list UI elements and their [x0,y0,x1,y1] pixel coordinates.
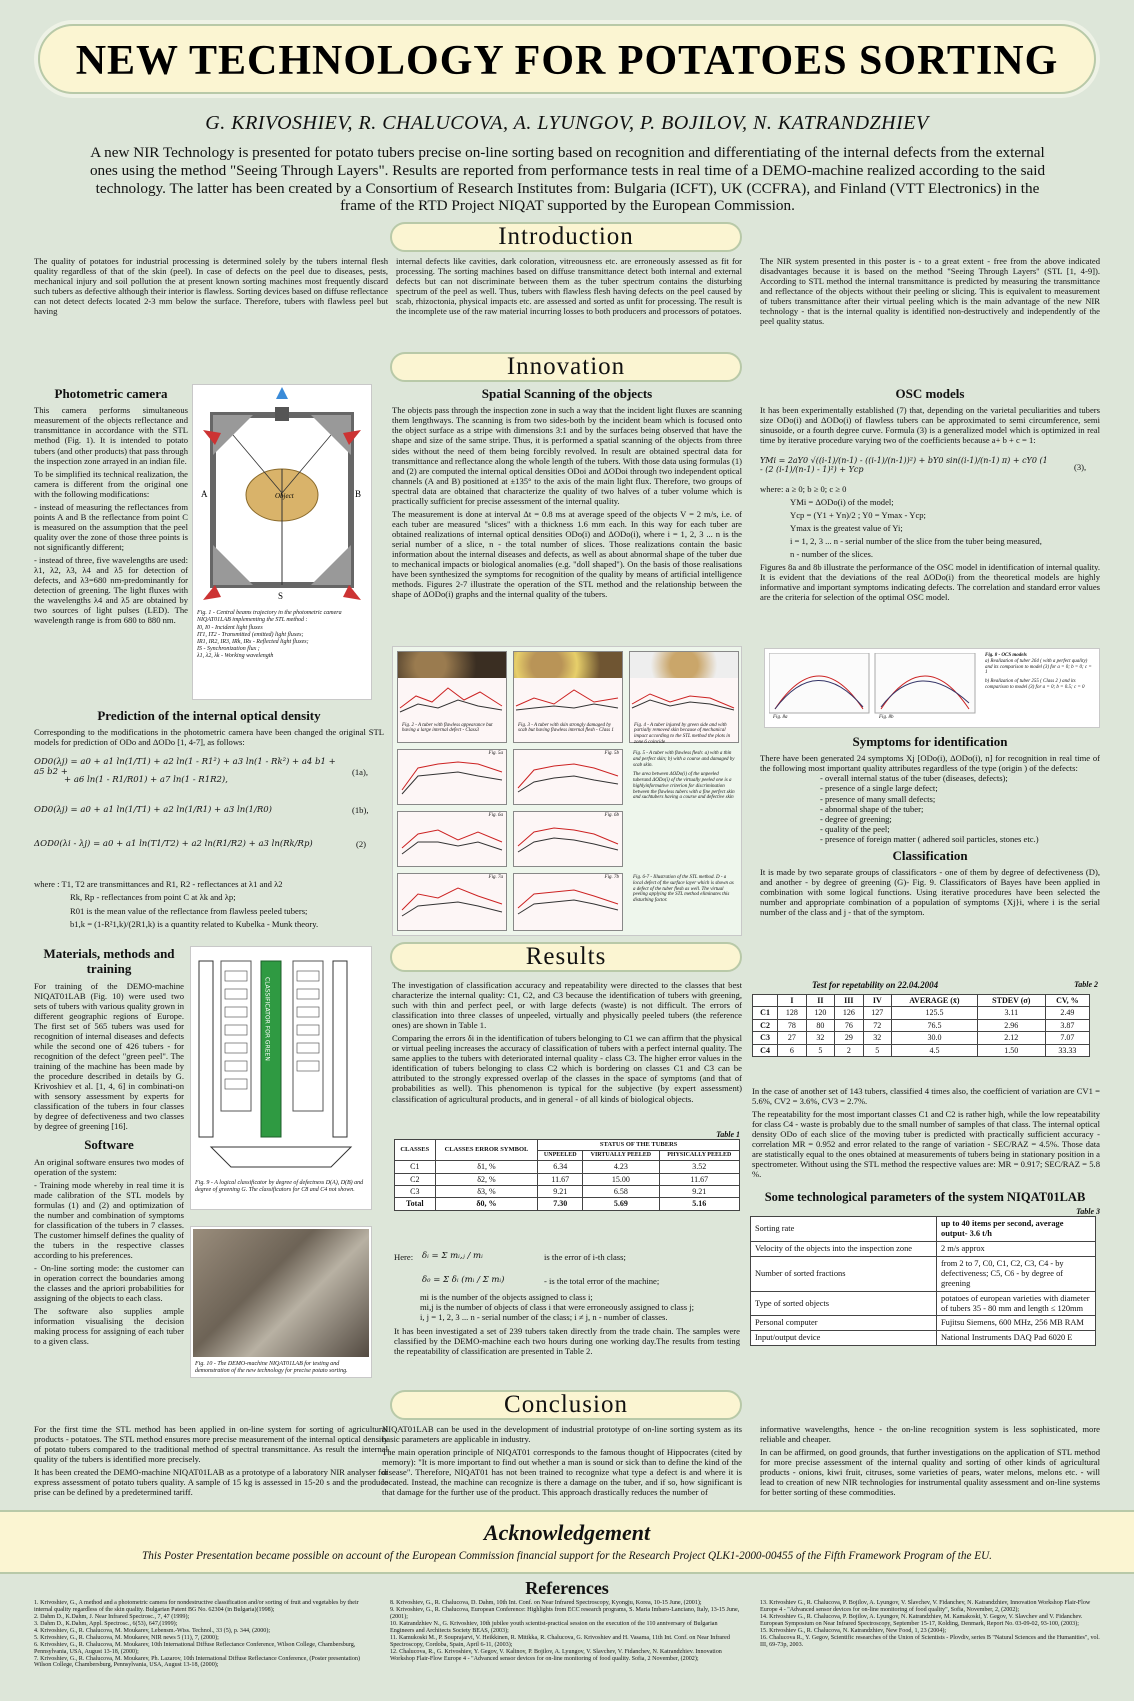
table-cell: 80 [806,1019,834,1031]
table1-h-physical: PHYSICALLY PEELED [659,1151,739,1161]
table2-block [752,980,1100,1057]
prediction-heading: Prediction of the internal optical density [97,708,321,723]
table-cell: from 2 to 7, C0, C1, C2, C3, C4 - by defectiveness; C5, C6 - by degree of greening [937,1256,1096,1291]
table-cell: 5 [806,1044,834,1056]
references-col2 [390,1600,740,1662]
camera-diagram [193,385,371,605]
fig2-chart [397,651,507,743]
table-row [751,1316,1096,1331]
osc-where5: i = 1, 2, 3 ... n - serial number of the slice from the tuber being measured, [790,535,1042,546]
reference-item: 7. Krivoshiev, G., R. Chalucova, M. Moukarev, Ph. Lazarov, 10th International Diffuse Reflectance Conference, (Poster presentation) Wilson College, Chambersburg, Pennsylvania, USA, August 13-18, (2000); [34,1655,360,1669]
table1-block [394,1130,740,1211]
classification-text: It is made by two separate groups of classificators - one of them by degree of defectiveness (D), and another - by degree of greening (G)- Fig. 9. Classificators of Bayes have been applied in combination with some logical functions. Using iterative procedures have been selected the number and appropriate combination of a population of symptoms {Xj}i, where i is the serial number of the class and j - that of the symptom. [760,867,1100,918]
conclusion-c3b: In can be affirmed, on good grounds, that further investigations on the application of STL method for more precise assessment of the internal quality and sorting of other kinds of agricultural products - onions, kiwi fruit, citruses, some varieties of pears, water melons, melons etc. - will lead to creation of new NIR technologies for instrumental quality assessment and on-line systems for better sorting of these commodities. [760,1447,1100,1498]
table-cell: δ2, % [435,1173,538,1185]
table-cell: 15.00 [583,1173,659,1185]
osc-text1: It has been experimentally established (7) that, depending on the varietal peculiarities and tubers size ODo(i) and ΔODo(i) of flawless tubers can be approximated to semi circumference, semi sinusoide, or a fourth degree curve. Formula (3) is a generalized model which is optimized in real time by iterative procedure varying two of the coefficients because a+ b + c = 1: [760,405,1100,446]
fig7b-label: Fig. 7b [604,875,619,880]
table-cell: 9.21 [659,1186,739,1198]
table2 [752,994,1090,1057]
reference-item: 2. Dahm D., K.Dahm, J. Near Infrared Spectrosc., 7, 47 (1999); [34,1613,190,1620]
fig6-7-caption: Fig. 6-7 - Illustration of the STL method. D - a local defect of the surface layer which is shown as a defect of the tuber flesh as well. The virtual peeling applying the STL method eliminates this disturbing factor. [633,875,734,903]
reference-item: 4. Krivoshiev, G., R. Chalucova, M. Moukarev, Lebensm.-Wiss. Technol., 33 (5), p. 344, (2000); [34,1627,271,1634]
intro-col1: The quality of potatoes for industrial processing is determined solely by the tubers internal flesh quality regardless of that of the skin (peel). In case of defects on the peel due to diseases, pests, mechanical injury and soil pollution the at present known sorting machines most frequently discard such tubers as defective although their interior is flawless. Sorting devices based on diffuse reflectance can not detect defects located 2-3 mm below the surface. Therefore, tubers with flawless peel but having [34,256,388,317]
fig1-panel [192,384,372,700]
reference-item: 10. Katrandzhiev N., G. Krivoshiev, 10th jubilee youth scientist-practical session on the execution of the 110 anniversary of Bulgarian Engineers and Architects Society BEAS, (2003); [390,1620,718,1634]
table-cell: Total [395,1198,436,1210]
equation-1b: OD0(λj) = a0 + a1 ln(1/T1) + a2 ln(1/R1) + a3 ln(1/R0) [34,805,272,816]
reference-item: 3. Dahm D., K.Dahm, Appl. Spectrosc., 6(53), 647,(1999); [34,1620,178,1627]
title-banner [38,24,1096,94]
table-header: STDEV (σ) [977,995,1045,1007]
table-cell: δ3, % [435,1186,538,1198]
table-header: AVERAGE (x̄) [892,995,978,1007]
table-header-row [753,995,1090,1007]
table-cell: 11.67 [659,1173,739,1185]
fig8a-label: Fig. 8a [773,715,788,720]
table-row [751,1331,1096,1346]
intro-col2: internal defects like cavities, dark coloration, vitreousness etc. are erroneously assessed as fit for processing. The sorting machines based on diffuse transmittance detect both internal and external defects but can not discriminate between them as the tuber spectrum contains the disturbing spectrum of the peel as well. Thus, tubers with flawless flesh having defects on the peel caused by scab, rhizoctonia, physical impacts etc. are assessed and sorted as unfit for processing. The result is the incomplete use of the raw material incurring losses to both producers and processors of potatoes. [396,256,742,317]
table-cell: 30.0 [892,1032,978,1044]
osc-section [760,384,1100,605]
conclusion-heading: Conclusion [390,1390,742,1420]
osc-where4: Ymax is the greatest value of Yi; [790,522,903,533]
table-cell: C3 [753,1032,778,1044]
software-text1: An original software ensures two modes of operation of the system: [34,1156,184,1177]
fig7b-chart [513,873,623,931]
fig1-legend-0: I0, I0 - Incident light fluxes [197,625,263,632]
reference-item: 12. Chalucova, R., G. Krivoshiev, Y. Gegov, V. Kalinov, P. Bojilov, A. Lyungov, V. Slavchev, V. Fidanchev, N. Katrandzhiev. Innovation Workshop Flair-Flow Europe 4 - "Advanced sensor devices for on-line monitoring of food quality. Sofia, 2 November, (2002); [390,1648,722,1662]
svg-text:A: A [201,489,208,499]
fig4-chart [629,651,739,743]
symptom-item-5: - quality of the peel; [820,823,890,834]
table-cell: 120 [806,1007,834,1019]
fig8b-caption: b) Realization of tuber 255 ( Class 2 ) and its comparison to model (3) for a = 0; b = 0.5; c = 0 [985,679,1085,690]
fig7a-label: Fig. 7a [488,875,503,880]
table-cell: 76 [835,1019,863,1031]
fig5-caption-text: Fig. 5 - A tuber with flawless flesh: a) with a thin and perfect skin; b) with a course and damaged by scab skin. [633,751,735,768]
equation-3: YMi = 2aY0 √((i-1)/(n-1) - ((i-1)/(n-1))²) + bY0 sin((i-1)/(n-1) π) + cY0 (1 - (2 (i-1)/(n-1) - 1)²) + Ycp [760,455,1048,474]
table-cell: 126 [835,1007,863,1019]
table-cell: 1.50 [977,1044,1045,1056]
table-cell: 32 [806,1032,834,1044]
spatial-heading: Spatial Scanning of the objects [481,386,653,401]
svg-text:S: S [278,591,284,601]
table-cell: 76.5 [892,1019,978,1031]
conclusion-c2b: The main operation principle of NIQAT01 corresponds to the famous thought of Hippocrates (cited by memory): "It is more important to find out whether a man is sound or sick than to define the kind of the disease". Therefore, NIQAT01 has not been trained to recognize what type a defect is and where it is located. Instead, the machine can recognize is there a damage on the tuber, and if so, how significant is that damage for the further use of the product. This approach drastically reduces the number of [382,1447,742,1498]
here-label: Here: [394,1252,414,1262]
osc-text2: Figures 8a and 8b illustrate the performance of the OSC model in identification of internal quality. It is evident that the deviations of the real ΔODo(i) from the theoretical models are highly informative and important symptoms indicating defects. The correlation and standard error values are the criteria for selection of the optimal OSC model. [760,561,1100,602]
symptom-item-6: - presence of foreign matter ( adhered soil particles, stones etc.) [820,833,1039,844]
table-cell: 33.33 [1045,1044,1089,1056]
osc-where2: YMi = ΔODo(i) of the model; [790,496,894,507]
table-cell: 4.5 [892,1044,978,1056]
table-cell: 5.69 [583,1198,659,1210]
table-cell: δ0, % [435,1198,538,1210]
table-row [751,1217,1096,1242]
table1-h-virtual: VIRTUALLY PEELED [583,1151,659,1161]
symptom-item-1: - presence of a single large defect; [820,783,938,794]
fig5b-chart [513,749,623,805]
table-cell: 3.52 [659,1161,739,1173]
table-row [395,1173,740,1185]
table-cell: 2.96 [977,1019,1045,1031]
object-label: Object [275,492,294,500]
table-cell: 7.30 [538,1198,583,1210]
error-def3: i, j = 1, 2, 3 ... n - serial number of the class; i ≠ j, n - number of classes. [420,1312,668,1323]
table1 [394,1139,740,1210]
demo-machine-photo [193,1229,369,1357]
table-cell: 6 [778,1044,806,1056]
symptoms-text: There have been generated 24 symptoms Xj [ODo(i), ΔODo(i), n] for recognition in real time of the following most important quality attributes regardless of the type (origin ) of the defects: [760,753,1100,774]
fig3-chart [513,651,623,743]
reference-item: 11. Kamukoski M., P. Souprajarvi, V. Heikkinen, R. Mitikka, R. Chalucova, G. Krivoshiev and H. Vasama, 11th Int. Conf. on Near Infrared Spectroscopy, Cordoba, Spain, April 6-11, (2003); [390,1634,730,1648]
materials-section [34,944,184,1350]
fig8a-caption: a) Realization of tuber 264 ( with a perfect quality) and its comparison to model (3) for a = 0; b = 0; c = 1 [985,658,1092,676]
authors: G. KRIVOSHIEV, R. CHALUCOVA, A. LYUNGOV, P. BOJILOV, N. KATRANDZHIEV [205,112,929,134]
results-text1: The investigation of classification accuracy and repeatability were directed to the classes that best characterize the internal quality: C1, C2, and C3 because the identification of tubers with greening, such with thin and perfect peel, or with large defects (waste) is not difficult. The errors of classification into three classes of unpeeled, virtually and physically peeled tubers (the reference ones) are shown in Table 1. [392,980,742,1031]
fig5a-label: Fig. 5a [488,751,503,756]
conclusion-col3 [760,1424,1100,1500]
fig7a-chart [397,873,507,931]
photometric-text3: - instead of measuring the reflectances from points A and B the reflectance from point C is measured on the assumption that the peel quality over the zone of those three points is not significantly different; [34,501,188,552]
table-row [395,1186,740,1198]
classifier-diagram [191,947,371,1175]
symptom-item-0: - overall internal status of the tuber (diseases, defects); [820,773,1008,784]
fig8-panel [764,648,1100,728]
table-row [395,1161,740,1173]
symptoms-section [760,732,1100,917]
table-cell: 29 [835,1032,863,1044]
equation-1a-cont: + a6 ln(1 - R1/R01) + a7 ln(1 - R1R2), [64,775,228,786]
table-cell: 6.58 [583,1186,659,1198]
table-cell: 125.5 [892,1007,978,1019]
references-col1 [34,1600,372,1669]
table-row [753,1044,1090,1056]
prediction-where4: b1,k = (1-R²1,k)/(2R1,k) is a quantity related to Kubelka - Munk theory. [70,918,319,929]
table-row [751,1256,1096,1291]
results-text5: The repeatability for the most important classes C1 and C2 is rather high, while the low repeatability for class C4 - waste is probably due to the small number of samples of that class. The internal optical density ODo of each slice of the moving tuber is predicted with practically sufficient accuracy - correlation MR = 0.952 and error related to the range of variation - SEC/RAZ = 4.5%. Those data are statistically equal to the ones obtained at measurements of tubers being in stationary position in a spectrometer. Without using the STL method the respective values are: MR = 0.917; SEC/RAZ = 5.8 %. [752,1109,1100,1180]
results-right [752,1086,1100,1182]
equation-3-tag: (3), [1074,461,1087,472]
photometric-section [34,384,188,628]
software-heading: Software [84,1137,134,1153]
table-cell: C2 [753,1019,778,1031]
symptom-item-2: - presence of many small defects; [820,793,936,804]
classification-heading: Classification [892,847,968,863]
table-cell: 3.87 [1045,1019,1089,1031]
fig9-panel [190,946,372,1210]
table-cell: up to 40 items per second, average output- 3.6 t/h [937,1217,1096,1242]
reference-item: 13. Krivoshiev G., R. Chalucova, P. Bojilov, A. Lyungov, V. Slavchev, V. Fidanchev, N. Katrandzhiev, Innovation Workshop Flair-Flow Europe 4 - "Advanced sensor devices for on-line monitoring of food quality", Sofia, November, 2, (2002); [760,1600,1091,1613]
fig2-caption: Fig. 2 - A tuber with flawless appearance but having a large internal defect - Class3 [402,722,493,734]
osc-where3: Ycp = (Y1 + Yn)/2 ; Y0 = Ymax - Ycp; [790,509,926,520]
photometric-text1: This camera performs simultaneous measurement of the objects reflectance and transmittance in accordance with the STL method (Fig. 1). It is intended to potato tubers (and other products) that pass through the inspection zone arrayed in an indian file. [34,405,188,466]
references-heading: References [525,1578,609,1598]
results-left [392,980,742,1107]
table-row [395,1198,740,1210]
osc-heading: OSC models [895,386,965,401]
table-header: I [778,995,806,1007]
table-cell: Number of sorted fractions [751,1256,937,1291]
reference-item: 9. Krivoshiev, G., R. Chalucova, European Conference: Highlights from ECC research programs, S. Maria Imbaro-Lanciano, Italy, 13-15 June, (2001); [390,1606,740,1620]
symptoms-heading: Symptoms for identification [852,734,1008,749]
conclusion-c1b: It has been created the DEMO-machine NIQAT01LAB as a prototype of a laboratory NIR analyser for express assessment of potato tubers quality. A sample of 15 kg is assessed in 15-20 s and the produce prise can be defined by a predetermined tariff. [34,1467,388,1498]
classifier-label: CLASSIFICATOR FOR GREEN [263,977,271,1061]
spatial-text1: The objects pass through the inspection zone in such a way that the incident light fluxes are scanning them lengthways. The scanning is from two sides-both by the incident beam which is focused onto the object surface as a stripe with dimensions 3:1 and by the surfaces being observed that have the shape and size of the same stripe. Thus, it is performed a spatial scanning of the objects from three sides without the need of them being forcibly revolved. In result are obtained spectral data for transmittance and reflectance along the whole length of the tubers. With those data using formulas (1) and (2) are computed the internal optical densities ODoi and ΔODoi through two independent optical channels (A and B) positioned at ±135° to the axis of the main light flux. Therefore, two groups of spectral data are obtained that characterize the quality of two halves of a tuber volume which is practically sufficient for precise assessment of the internal quality. [392,405,742,506]
fig5-note: The area between ΔODo(i) of the unpeeled tuberand ΔODo(i) of the virtually peeled one is a highlyinformative criterion for discrimination between the flawless tubers with a fine perfect skin and suchtubers having a course and defective skin [633,772,735,801]
table-cell: C3 [395,1186,436,1198]
error-def1: mi is the number of the objects assigned to class i; [420,1292,593,1302]
here-def2: - is the total error of the machine; [544,1276,660,1286]
osc-where6: n - number of the slices. [790,548,874,559]
abstract: A new NIR Technology is presented for potato tubers precise on-line sorting based on recognition and differentiating of the internal defects from the external ones using the method "Seeing Through Layers". Results are reported from performance tests in real time of a DEMO-machine realized according to the said technology. The latter has been created by a Consortium of Research Institutes from: Bulgaria (ICFT), UK (CCFRA), and Finland (VTT Electronics) in the frame of the RTD Project NIQAT supported by the European Commission. [89,144,1046,215]
table-cell: Sorting rate [751,1217,937,1242]
table3-heading: Some technological parameters of the system NIQAT01LAB [764,1190,1086,1204]
fig8-title: Fig. 8 - OCS models [985,653,1027,658]
poster-title: NEW TECHNOLOGY FOR POTATOES SORTING [75,38,1059,84]
table-cell: C1 [395,1161,436,1173]
acknowledgement-heading: Acknowledgement [483,1520,651,1545]
reference-item: 5. Krivoshiev, G., R. Chalucova, M. Moukarev, NIR news 5 (11), 7, (2000); [34,1634,219,1641]
materials-text: For training of the DEMO-machine NIQAT01LAB (Fig. 10) were used two sets of tubers with various quality grown in different geographic regions of Europe. The first set of 565 tubers was used for recognition of internal diseases and defects while the second one of 426 tubers - for recognition of the defect "green peel". The training of the machine has been made by the procedure described in details by G. Krivoshiev et al. [1, 4, 6] in combinati-on with sensory assessment by experts for classification of the tubers in four classes by degree of defectiveness and two classes by degree of greening [16]. [34,980,184,1132]
fig3-caption: Fig. 3 - A tuber with skin strongly damaged by scab but having flawless internal flesh - Class 1 [518,722,614,734]
prediction-text: Corresponding to the modifications in the photometric camera have been changed the original STL models for prediction of ODo and ΔODo [1, 4-7], as follows: [34,727,384,748]
table-cell: 5 [863,1044,891,1056]
table-cell: 3.11 [977,1007,1045,1019]
table-cell: Personal computer [751,1316,937,1331]
fig1-legend-4: λ1, λ2, λk - Working wavelength [197,652,274,659]
results-text2: Comparing the errors δi in the identification of tubers belonging to C1 we can affirm that the physical or virtual peeling increases the accuracy of classification of tubers with a perfect internal quality. The same applies to the tubers with deteriorated internal quality - class C3. The higher error values in the identification of tubers belonging to class C2 which is bordering on classes C1 and C3 can be attributed to the strongly expressed overlap of the classes in the space of symptoms (and that of probabilities as well). This phenomenon is typical for the subjective (by expert assessment) classification of agricultural products, and in general - of all kinds of biological objects. [392,1033,742,1104]
software-text2: - Training mode whereby in real time it is made calibration of the STL models by formulas (1) and (2) and optimization of the number and combination of symptoms for classification of the tubers in 7 classes. The customer himself defines the quality of the tubers in the respective classes according to his preferences. [34,1179,184,1261]
fig10-caption: Fig. 10 - The DEMO-machine NIQAT01LAB for testing and demonstration of the new technology for precise potato sorting. [195,1361,348,1374]
table-row [753,1019,1090,1031]
equation-2: ΔOD0(λi - λj) = a0 + a1 ln(T1/T2) + a2 ln(R1/R2) + a3 ln(Rk/Rp) [34,839,313,850]
fig9-caption: Fig. 9 - A logical classificator by degree of defectness D(A), D(B) and degree of greening G. The classificators for C8 and C4 not shown. [195,1179,364,1193]
fig10-panel [190,1226,372,1378]
table-cell: 5.16 [659,1198,739,1210]
equation-1a: OD0(λj) = a0 + a1 ln(1/T1) + a2 ln(1 - R1²) + a3 ln(1 - Rk²) + a4 b1 + a5 b2 + [34,757,336,778]
table3 [750,1216,1096,1346]
table-cell: 72 [863,1019,891,1031]
table-cell: Type of sorted objects [751,1291,937,1316]
prediction-where3: R01 is the mean value of the reflectance from flawless peeled tubers; [70,905,308,916]
error-formulas: Here: δᵢ = Σ mᵢ,ⱼ / mᵢ is the error of i-th class; δ₀ = Σ δᵢ (mᵢ / Σ mᵢ) - is the total error of the machine; mi is the number of the objects assigned to class i; mi,j is the number of objects of class i that were erroneously assigned to class j; i, j = 1, 2, 3 ... n - serial number of the class; i ≠ j, n - number of classes. It has been investigated a set of 239 tubers taken directly from the trade chain. The samples were classified by the DEMO-machine each two hours during one working day.The results from testing the repeatability of classification are presented in Table 2. [394,1251,740,1357]
innovation-heading: Innovation [390,352,742,382]
fig5a-chart [397,749,507,805]
table-cell: 7.07 [1045,1032,1089,1044]
table1-h-unpeeled: UNPEELED [538,1151,583,1161]
table-cell: 2.49 [1045,1007,1089,1019]
fig1-legend-1: IT1, IT2 - Transmitted (emitted) light fluxes; [197,632,304,639]
reference-item: 8. Krivoshiev, G., R. Chalucova, D. Dahm, 10th Int. Conf. on Near Infrared Spectroscopy, Kyongju, Korea, 10-15 June, (2001); [390,1600,702,1606]
table-cell: Velocity of the objects into the inspection zone [751,1242,937,1257]
fig6b-label: Fig. 6b [604,813,619,818]
table-header: IV [863,995,891,1007]
symptom-item-3: - abnormal shape of the tuber; [820,803,924,814]
photometric-text2: To be simplified its technical realization, the camera is different from the original one with the following modifications: [34,468,188,499]
fig1-caption: Fig. 1 - Central beams trajectory in the photometric camera NIQAT01LAB implementing the STL method : [197,609,342,623]
table1-h-symbol: CLASSES ERROR SYMBOL [435,1140,538,1161]
table2-label: Table 2 [1074,980,1098,989]
fig6a-chart [397,811,507,867]
table-cell: National Instruments DAQ Pad 6020 E [937,1331,1096,1346]
table-row [751,1291,1096,1316]
conclusion-col1 [34,1424,388,1500]
table-cell: 2 m/s approx [937,1242,1096,1257]
table-cell: δ1, % [435,1161,538,1173]
acknowledgement-text: This Poster Presentation became possible on account of the European Commission financial support for the Research Project QLK1-2000-00455 of the Fifth Framework Program of the EU. [142,1549,992,1562]
table-cell: C4 [753,1044,778,1056]
fig8b-label: Fig. 8b [879,715,894,720]
reference-item: 6. Krivoshiev, G., R. Chalucova, M. Moukarev, 10th International Diffuse Reflectance Conference, Wilson College, Chambersburg, Pennsylvania, USA, August 13-18, (2000); [34,1641,356,1655]
equation-1a-tag: (1a), [352,767,368,778]
table-header: III [835,995,863,1007]
results-text3: It has been investigated a set of 239 tubers taken directly from the trade chain. The samples were classified by the DEMO-machine each two hours during one working day.The results from testing the repeatability of classification are presented in Table 2. [394,1326,740,1357]
spatial-text2: The measurement is done at interval Δt = 0.8 ms at average speed of the objects V = 2 m/s, i.e. of each tuber are measured "slices" with a thickness 1.6 mm each. In this way for each tuber are obtained realizations of internal optical densities ODo(i) and ΔODo(i), where i = 1, 2, 3 ... n is the serial number of a slice, n - the total number of slices. Those realizations contain the basic information about the internal diseases and defects, as well as about abnormal shape of the tuber due to mechanical impacts or biological anomalies (e.g. "doll shaped"). On the basis of those realisations have been synthesized the symptoms for recognition of the quality by means of artificial intelligence methods. Figures 2-7 illustrate the operation of the STL method and the relationship between the shape of ΔODo(i) graphs and the internal quality of the tubers. [392,508,742,600]
table-cell: C1 [753,1007,778,1019]
table-row [753,1007,1090,1019]
equation-1b-tag: (1b), [352,805,369,816]
table-cell: potatoes of european varieties with diameter of tubers 35 - 80 mm and length ≤ 120mm [937,1291,1096,1316]
conclusion-c3a: informative wavelengths, hence - the on-line recognition system is less sophisticated, more reliable and cheaper. [760,1424,1100,1445]
table-cell: 2 [835,1044,863,1056]
references-col3 [760,1600,1100,1649]
table3-label: Table 3 [1076,1206,1100,1216]
conclusion-c2a: NIQAT01LAB can be used in the development of industrial prototype of on-line sorting system as its basic parameters are applicable in industry. [382,1424,742,1445]
table-header: II [806,995,834,1007]
table3-block [750,1190,1100,1346]
prediction-section [34,706,384,932]
equation-2-tag: (2) [356,839,367,850]
reference-item: 15. Krivoshiev G., R. Chalucova, N. Katrandzhiev, New Food, 1, 23 (2004); [760,1627,947,1634]
fig1-legend-2: IR1, IR2, IR3, IRk, IRs - Reflected light fluxes; [197,639,309,646]
fig6b-chart [513,811,623,867]
software-text3: - On-line sorting mode: the customer can in operation correct the boundaries among the classes and the apriori probabilities for assigning of the objects to each class. [34,1263,184,1304]
introduction-heading: Introduction [390,222,742,252]
acknowledgement-band [0,1510,1134,1574]
table-row [753,1032,1090,1044]
table-cell: 128 [778,1007,806,1019]
here-def1: is the error of i-th class; [544,1252,626,1262]
prediction-where2: Rk, Rp - reflectances from point C at λk and λp; [70,892,236,903]
figures-2-7 [392,646,742,936]
table-cell: Input/output device [751,1331,937,1346]
osc-where1: where: a ≥ 0; b ≥ 0; c ≥ 0 [760,483,847,494]
fig8-charts [769,653,979,725]
table1-h-classes: CLASSES [395,1140,436,1161]
materials-heading: Materials, methods and training [43,946,175,977]
table-cell: 9.21 [538,1186,583,1198]
table-cell: 32 [863,1032,891,1044]
table-cell: 4.23 [583,1161,659,1173]
table-cell: C2 [395,1173,436,1185]
table-cell: 6.34 [538,1161,583,1173]
reference-item: 1. Krivoshiev, G., A method and a photometric camera for nondestructive classification and/or sorting of fruit and vegetables by their internal quality regardless of the skin quality. Bulgarian Patent BG No. 62304 (in Bulgaria)(1998); [34,1600,359,1613]
photometric-text4: - instead of three, five wavelengths are used: λ1, λ2, λ3, λ4 and λ5 for detection of defects, and λ3=680 nm-predominantly for detection of greening. The light fluxes with the wavelengths λ4 and λ5 are obtained by two sources of light pulses (LED). The wavelength range is from 680 to 880 nm. [34,554,188,626]
fig6a-label: Fig. 6a [488,813,503,818]
table1-label: Table 1 [716,1130,740,1139]
photometric-heading: Photometric camera [54,386,168,401]
table1-h-status: STATUS OF THE TUBERS [538,1140,740,1151]
table-cell: 11.67 [538,1173,583,1185]
table-cell: 2.12 [977,1032,1045,1044]
fig5b-label: Fig. 5b [604,751,619,756]
error-def2: mi,j is the number of objects of class i that were erroneously assigned to class j; [420,1302,694,1313]
symptom-item-4: - degree of greening; [820,813,892,824]
results-text4: In the case of another set of 143 tubers, classified 4 times also, the coefficient of variation are CV1 = 5.6%, CV2 = 3.6%, CV3 = 2.7%. [752,1086,1100,1107]
table-cell: Fujitsu Siemens, 600 MHz, 256 MB RAM [937,1316,1096,1331]
table2-title: Test for repetability on 22.04.2004 [812,980,939,990]
table-row [751,1242,1096,1257]
conclusion-c1a: For the first time the STL method has been applied in on-line system for sorting of agricultural products - potatoes. The STL method ensures more precise measurement of the internal optical density of potato tubers compared to the traditional method of spectral transmittance. As result the internal quality of the tubers is identified more precisely. [34,1424,388,1465]
fig5-caption [629,749,739,803]
fig4-caption: Fig. 4 - A tuber injured by green side and with partially removed skin because of mechanical impact according to the STL method the plots in zone 6 coincide [634,722,731,745]
intro-col3: The NIR system presented in this poster is - to a great extent - free from the above indicated disadvantages because it is based on the method "Seeing Through Layers" (STL [1, 4-9]). According to STL method the internal transmittance is predicted by measuring the transmittance and reflectance of the objects without their peeling or slicing. This is equivalent to measurement of tubers transmittance after their virtual peeling which is the main advantage of the new NIR technology - that is the internal quality is identified non-destructively and independently of the peel quality status. [760,256,1100,327]
results-heading: Results [390,942,742,972]
reference-item: 16. Chalucova R., Y. Gegov, Scientific researches of the Union of Scientists - Plovdiv, series B "Natural Sciences and the Humanities", vol. III, 69-73p, 2003. [760,1634,1100,1648]
fig1-legend-3: IS - Synchronization flux ; [197,646,260,653]
prediction-where1: where : T1, T2 are transmittances and R1, R2 - reflectances at λ1 and λ2 [34,879,283,890]
reference-item: 14. Krivoshiev G., R. Chalucova, P. Bojilov, A. Lyungov, N. Katrandzhiev, M. Kamakoski, Y. Gegov, V. Slavchev and V. Fidanchev. European Symposium on Near Infrared Spectroscopy, September 15-17, Kolding, Denmark, Report No. 03-09-02, 93-100, (2003); [760,1613,1083,1627]
table-cell: 78 [778,1019,806,1031]
software-text4: The software also supplies ample information visualising the decision making process for assigning of each tuber to a given class. [34,1306,184,1347]
svg-text:B: B [355,489,362,499]
table-cell: 27 [778,1032,806,1044]
table-cell: 127 [863,1007,891,1019]
conclusion-col2 [382,1424,742,1500]
spatial-section [392,384,742,602]
table-header [753,995,778,1007]
table-header: CV, % [1045,995,1089,1007]
